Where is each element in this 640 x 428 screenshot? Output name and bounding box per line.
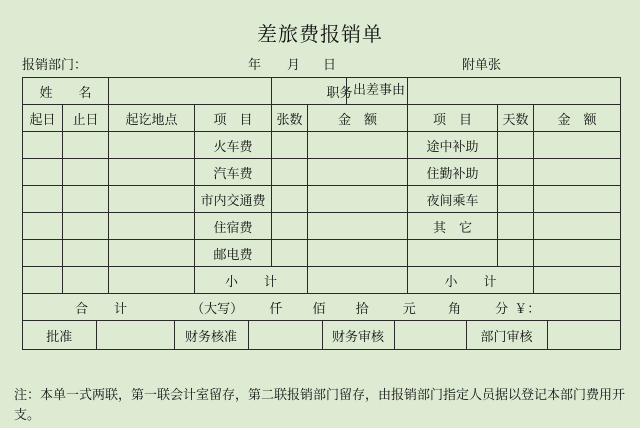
unit-bai: 佰: [312, 301, 326, 317]
item-train: 火车费: [195, 132, 272, 159]
col-days: 天数: [498, 105, 534, 132]
position-label: 职务: [326, 85, 353, 101]
dept-review-field[interactable]: [547, 321, 621, 349]
reason-label: 出差事由: [346, 78, 411, 104]
item-local-transport: 市内交通费: [195, 186, 272, 213]
col-amount: 金 额: [308, 105, 408, 132]
table-row: [23, 78, 621, 105]
item-other: 其 它: [408, 213, 498, 240]
finance-approve-field[interactable]: [248, 321, 322, 349]
dept-label: 报销部门：: [22, 58, 88, 73]
table-row: [23, 132, 621, 159]
finance-review-field[interactable]: [394, 321, 466, 349]
table-row: [23, 159, 621, 186]
item-lodging: 住宿费: [195, 213, 272, 240]
approve-label: 批准: [23, 321, 96, 349]
dept-review-label: 部门审核: [466, 321, 547, 349]
subtotal-row: [23, 267, 621, 294]
finance-review-label: 财务审核: [322, 321, 394, 349]
item-night-ride: 夜间乘车: [408, 186, 498, 213]
year-label: 年: [248, 58, 262, 73]
expense-table: [22, 77, 621, 350]
item-bus: 汽车费: [195, 159, 272, 186]
total-row: [23, 294, 621, 321]
yen-sign: ￥：: [514, 301, 541, 317]
table-row: [23, 213, 621, 240]
name-label: 姓 名: [23, 78, 109, 105]
table-row: [23, 105, 621, 132]
total-label: 合 计: [75, 301, 128, 317]
subtotal-label-right: 小 计: [408, 267, 534, 294]
col-amount-2: 金 额: [534, 105, 621, 132]
unit-jiao: 角: [447, 301, 461, 317]
unit-fen: 分: [495, 301, 509, 317]
col-item: 项 目: [195, 105, 272, 132]
unit-yuan: 元: [402, 301, 416, 317]
name-value-cell[interactable]: [109, 78, 272, 105]
item-travel-allowance: 途中补助: [408, 132, 498, 159]
col-start: 起日: [23, 105, 63, 132]
signoff-row: [23, 321, 621, 350]
footnote: 注：本单一式两联，第一联会计室留存，第二联报销部门留存，由报销部门指定人员据以登记本部门费用开支。: [14, 388, 626, 423]
month-label: 月: [287, 58, 301, 73]
attachment-label: 附单张: [462, 58, 502, 73]
unit-qian: 仟: [269, 301, 283, 317]
col-count: 张数: [272, 105, 308, 132]
subtotal-label-left: 小 计: [195, 267, 308, 294]
day-label: 日: [323, 58, 337, 73]
subtotal-left-value[interactable]: [308, 267, 408, 294]
table-row: [23, 240, 621, 267]
table-row: [23, 186, 621, 213]
unit-shi: 拾: [355, 301, 369, 317]
approve-field[interactable]: [96, 321, 174, 349]
finance-approve-label: 财务核准: [174, 321, 248, 349]
item-postal: 邮电费: [195, 240, 272, 267]
col-place: 起讫地点: [109, 105, 195, 132]
col-end: 止日: [63, 105, 109, 132]
form-title: 差旅费报销单: [257, 22, 383, 46]
total-daxie: （大写）: [191, 301, 244, 317]
item-stay-allowance: 住勤补助: [408, 159, 498, 186]
subtotal-right-value[interactable]: [534, 267, 621, 294]
col-item-2: 项 目: [408, 105, 498, 132]
